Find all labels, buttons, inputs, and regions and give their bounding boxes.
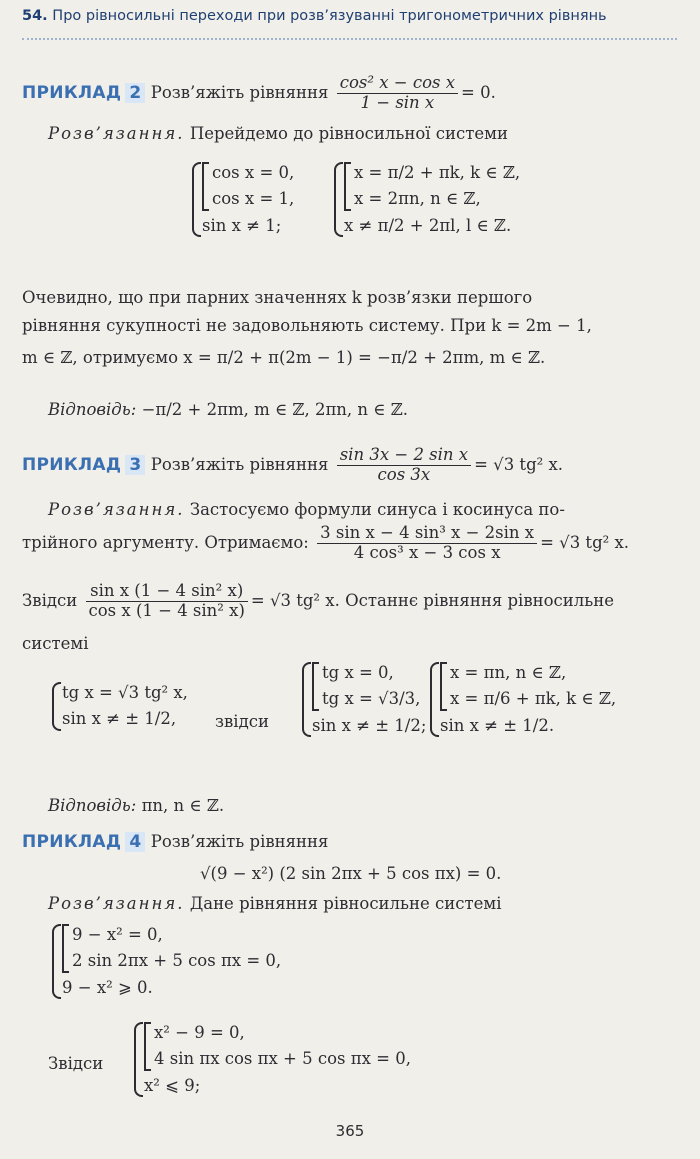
example-3-system-c: x = πn, n ∈ ℤ, x = π/6 + πk, k ∈ ℤ, sin x ≠ ± 1/2. <box>428 660 616 739</box>
example-4-equation: √(9 − x²) (2 sin 2πx + 5 cos πx) = 0. <box>200 864 502 883</box>
example-3-text-3: Звідси $\frac{\text{sin x (1 − 4 sin² x)}}{\text{cos x (1 − 4 sin² x)}}$ = √3 tg² x. Останнє рівняння рівносильне <box>22 581 615 620</box>
example-4-label: ПРИКЛАД 4 <box>22 832 145 852</box>
section-title: Про рівносильні переходи при розв’язуванні тригонометричних рівнянь <box>52 8 607 24</box>
page-number: 365 <box>335 1122 365 1140</box>
example-3-system-a: tg x = √3 tg² x, sin x ≠ ± 1/2, <box>50 680 188 733</box>
example-3-fraction: $\frac{\text{sin 3x − 2 sin x}}{\cos 3x}$ <box>337 446 471 485</box>
header-divider <box>22 38 677 40</box>
example-2-solution-set: x = π/2 + πk, k ∈ ℤ, x = 2πn, n ∈ ℤ, x ≠ π/2 + 2πl, l ∈ ℤ. <box>332 160 520 239</box>
example-2-text-2: рівняння сукупності не задовольняють систему. При k = 2m − 1, <box>22 316 592 335</box>
example-4-intro: Розв’язання. Дане рівняння рівносильне системі <box>48 894 502 913</box>
example-3-zvidsy: звідси <box>215 712 269 731</box>
example-2-label: ПРИКЛАД 2 <box>22 83 145 103</box>
example-2-intro: Розв’язання. Перейдемо до рівносильної системи <box>48 124 508 143</box>
example-4-system-2: x² − 9 = 0, 4 sin πx cos πx + 5 cos πx = 0, x² ⩽ 9; <box>132 1020 411 1099</box>
example-3-text-4: системі <box>22 634 89 653</box>
example-2-system: cos x = 0, cos x = 1, sin x ≠ 1; <box>190 160 294 239</box>
section-number: 54. <box>22 8 48 24</box>
example-3-system-b: tg x = 0, tg x = √3/3, sin x ≠ ± 1/2; <box>300 660 426 739</box>
example-2-fraction: $\frac{\text{cos² x − cos x}}{\text{1 − sin x}}$ <box>337 74 458 113</box>
example-3-text-2: трійного аргументу. Отримаємо: $\frac{\text{3 sin x − 4 sin³ x − 2sin x}}{\text{4 cos³ x − 3 cos x}}$ = √3 tg² x. <box>22 523 630 562</box>
example-3-answer: Відповідь: πn, n ∈ ℤ. <box>48 796 225 815</box>
example-4-zvidsy: Звідси <box>48 1054 104 1073</box>
example-4-system: 9 − x² = 0, 2 sin 2πx + 5 cos πx = 0, 9 − x² ⩾ 0. <box>50 922 281 1001</box>
example-4-heading: ПРИКЛАД 4 Розв’яжіть рівняння <box>22 832 329 852</box>
example-2-answer: Відповідь: −π/2 + 2πm, m ∈ ℤ, 2πn, n ∈ ℤ. <box>48 400 409 419</box>
example-3-text-1: Розв’язання. Застосуємо формули синуса і косинуса по- <box>48 500 565 519</box>
example-3-heading: ПРИКЛАД 3 Розв’яжіть рівняння $\frac{\text{sin 3x − 2 sin x}}{\cos 3x}$ = √3 tg² x. <box>22 445 564 484</box>
example-3-label: ПРИКЛАД 3 <box>22 455 145 475</box>
page-header <box>22 8 607 24</box>
example-2-heading: ПРИКЛАД 2 Розв’яжіть рівняння $\frac{\text{cos² x − cos x}}{\text{1 − sin x}}$ = 0. <box>22 73 496 112</box>
example-2-text-3: m ∈ ℤ, отримуємо x = π/2 + π(2m − 1) = −π/2 + 2πm, m ∈ ℤ. <box>22 348 546 367</box>
example-2-text-1: Очевидно, що при парних значеннях k розв’язки першого <box>22 288 533 307</box>
